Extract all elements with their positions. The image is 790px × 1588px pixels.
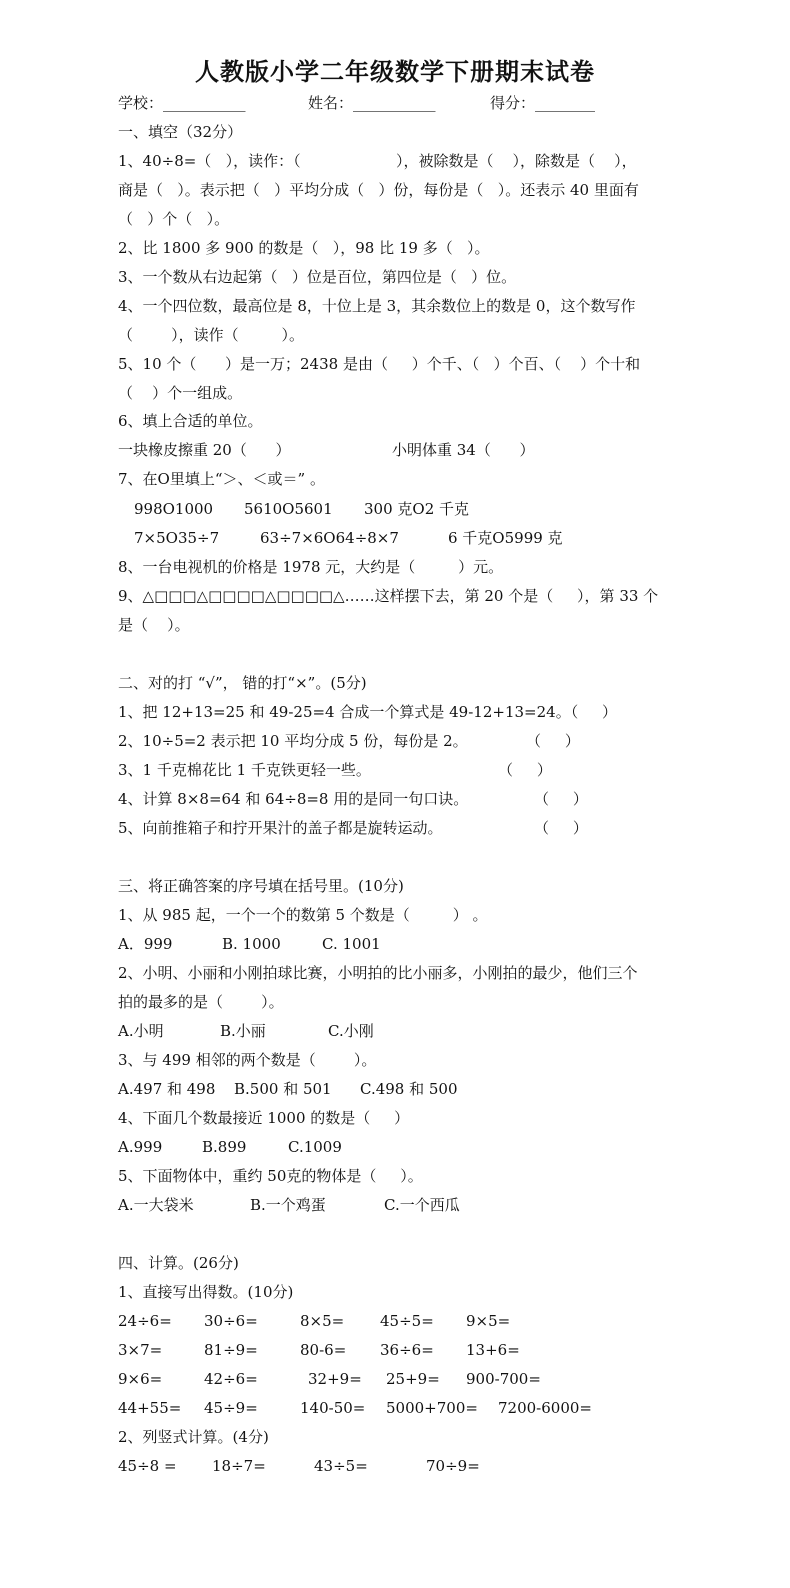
calc-item: 45÷5= xyxy=(380,1312,434,1330)
s1-q2: 2、比 1800 多 900 的数是（ ），98 比 19 多（ ）。 xyxy=(118,239,490,257)
calc-item: 8×5= xyxy=(300,1312,345,1330)
calc-item: 36÷6= xyxy=(380,1341,434,1359)
s1-q8: 8、一台电视机的价格是 1978 元，大约是（ ）元。 xyxy=(118,558,504,576)
option-a: A.一大袋米 xyxy=(118,1196,194,1214)
s1-q5-line1: 5、10 个（ ）是一万；2438 是由（ ）个千、（ ）个百、（ ）个十和 xyxy=(118,355,641,373)
student-info-line xyxy=(118,92,738,118)
vertical-calc-item: 70÷9= xyxy=(426,1457,480,1475)
s3-q2-line1: 2、小明、小丽和小刚拍球比赛，小明拍的比小丽多，小刚拍的最少，他们三个 xyxy=(118,964,638,982)
s1-q3: 3、一个数从右边起第（ ）位是百位，第四位是（ ）位。 xyxy=(118,268,517,286)
option-a: A.999 xyxy=(118,1138,163,1156)
calc-item: 9×6= xyxy=(118,1370,163,1388)
calc-item: 9×5= xyxy=(466,1312,511,1330)
s1-q6: 6、填上合适的单位。 xyxy=(118,412,263,430)
s1-q1-line2: 商是（ ）。表示把（ ）平均分成（ ）份，每份是（ ）。还表示 40 里面有 xyxy=(118,181,639,199)
calc-item: 24÷6= xyxy=(118,1312,172,1330)
calc-item: 80-6= xyxy=(300,1341,347,1359)
calc-item: 3×7= xyxy=(118,1341,163,1359)
compare-item: 5610O5601 xyxy=(244,500,333,518)
option-c: C.小刚 xyxy=(328,1022,374,1040)
calc-item: 140-50= xyxy=(300,1399,366,1417)
s1-q1-line3: （ ）个（ ）。 xyxy=(118,210,230,228)
calc-item: 81÷9= xyxy=(204,1341,258,1359)
s4-sub1: 1、直接写出得数。(10分) xyxy=(118,1283,294,1301)
s3-q2-line2: 拍的最多的是（ ）。 xyxy=(118,993,284,1011)
s3-q3: 3、与 499 相邻的两个数是（ ）。 xyxy=(118,1051,377,1069)
calc-item: 13+6= xyxy=(466,1341,520,1359)
option-b: B. 1000 xyxy=(222,935,281,953)
compare-item: 6 千克O5999 克 xyxy=(448,529,563,547)
compare-item: 63÷7×6O64÷8×7 xyxy=(260,529,399,547)
vertical-calc-item: 18÷7= xyxy=(212,1457,266,1475)
name-field: 姓名：___________ xyxy=(308,94,436,112)
option-a: A．999 xyxy=(118,935,173,953)
s2-item-bracket: （ ） xyxy=(498,761,552,779)
option-c: C.498 和 500 xyxy=(360,1080,458,1098)
s2-item-text: 2、10÷5=2 表示把 10 平均分成 5 份，每份是 2。 xyxy=(118,732,468,750)
s1-q9-line2: 是（ ）。 xyxy=(118,616,190,634)
s1-q9-line1: 9、△□□□△□□□□△□□□□△……这样摆下去，第 20 个是（ ），第 33 个 xyxy=(118,587,659,605)
compare-item: 7×5O35÷7 xyxy=(134,529,220,547)
s1-q4-line2: （ ），读作（ ）。 xyxy=(118,326,305,344)
option-c: C. 1001 xyxy=(322,935,381,953)
calc-item: 5000+700= xyxy=(386,1399,478,1417)
section-2-heading: 二、对的打 “√”， 错的打“×”。(5分) xyxy=(118,674,367,692)
calc-item: 7200-6000= xyxy=(498,1399,592,1417)
page-title: 人教版小学二年级数学下册期末试卷 xyxy=(195,57,595,86)
school-field: 学校：___________ xyxy=(118,94,246,112)
s3-q5: 5、下面物体中，重约 50克的物体是（ ）。 xyxy=(118,1167,423,1185)
calc-item: 42÷6= xyxy=(204,1370,258,1388)
calc-item: 44+55= xyxy=(118,1399,182,1417)
option-b: B.500 和 501 xyxy=(234,1080,332,1098)
score-field: 得分：________ xyxy=(490,94,596,112)
vertical-calc-item: 43÷5= xyxy=(314,1457,368,1475)
s2-item-bracket: （ ） xyxy=(534,790,588,808)
s4-sub2: 2、列竖式计算。(4分) xyxy=(118,1428,269,1446)
calc-item: 25+9= xyxy=(386,1370,440,1388)
section-4-heading: 四、计算。(26分) xyxy=(118,1254,239,1272)
s1-q6-eraser: 一块橡皮擦重 20（ ） xyxy=(118,441,291,459)
option-c: C.1009 xyxy=(288,1138,342,1156)
option-b: B.小丽 xyxy=(220,1022,266,1040)
option-b: B.899 xyxy=(202,1138,247,1156)
s2-item-bracket: （ ） xyxy=(534,819,588,837)
option-c: C.一个西瓜 xyxy=(384,1196,460,1214)
calc-item: 45÷9= xyxy=(204,1399,258,1417)
s1-q6-weight: 小明体重 34（ ） xyxy=(392,441,535,459)
s1-q7: 7、在O里填上“＞、＜或＝” 。 xyxy=(118,470,325,488)
option-b: B.一个鸡蛋 xyxy=(250,1196,326,1214)
section-1-heading: 一、填空（32分） xyxy=(118,123,243,141)
s2-item-text: 3、1 千克棉花比 1 千克铁更轻一些。 xyxy=(118,761,371,779)
s2-item-text: 1、把 12+13=25 和 49-25=4 合成一个算式是 49-12+13=24。（ ） xyxy=(118,703,618,721)
s2-item-bracket: （ ） xyxy=(526,732,580,750)
section-3-heading: 三、将正确答案的序号填在括号里。(10分) xyxy=(118,877,404,895)
calc-item: 32+9= xyxy=(308,1370,362,1388)
calc-item: 900-700= xyxy=(466,1370,541,1388)
vertical-calc-item: 45÷8 = xyxy=(118,1457,177,1475)
s2-item-text: 4、计算 8×8=64 和 64÷8=8 用的是同一句口诀。 xyxy=(118,790,469,808)
compare-item: 998O1000 xyxy=(134,500,214,518)
s2-item-text: 5、向前推箱子和拧开果汁的盖子都是旋转运动。 xyxy=(118,819,443,837)
option-a: A.497 和 498 xyxy=(118,1080,216,1098)
s3-q1: 1、从 985 起，一个一个的数第 5 个数是（ ） 。 xyxy=(118,906,488,924)
compare-item: 300 克O2 千克 xyxy=(364,500,470,518)
s1-q4-line1: 4、一个四位数，最高位是 8，十位上是 3，其余数位上的数是 0，这个数写作 xyxy=(118,297,636,315)
s1-q5-line2: （ ）个一组成。 xyxy=(118,384,243,402)
calc-item: 30÷6= xyxy=(204,1312,258,1330)
s3-q4: 4、下面几个数最接近 1000 的数是（ ） xyxy=(118,1109,410,1127)
s1-q1-line1: 1、40÷8=（ ），读作：（ ），被除数是（ ），除数是（ ）， xyxy=(118,152,637,170)
option-a: A.小明 xyxy=(118,1022,164,1040)
